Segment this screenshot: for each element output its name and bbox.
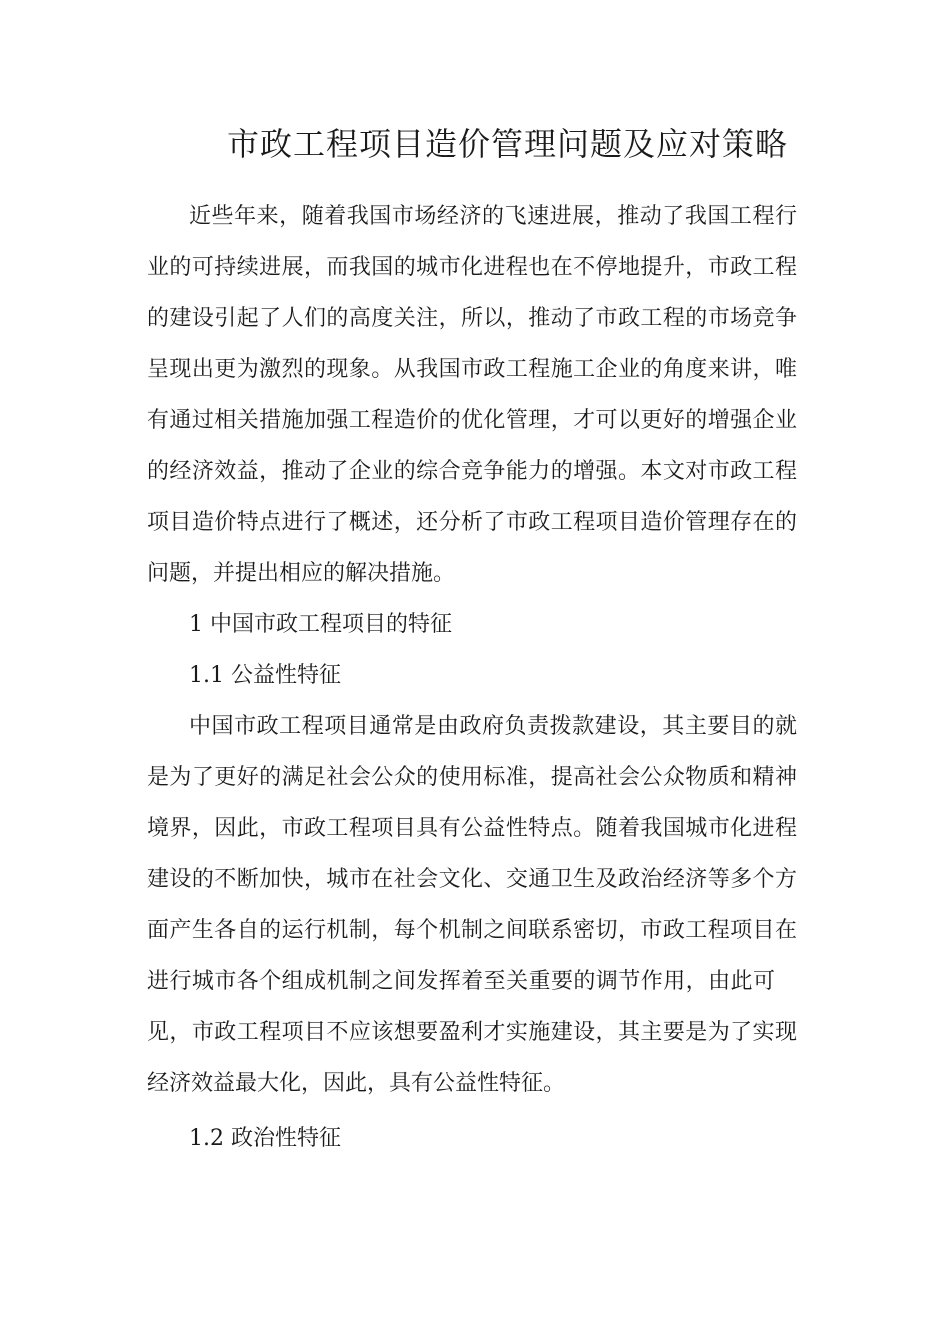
section-1-1-line: 建设的不断加快，城市在社会文化、交通卫生及政治经济等多个方	[147, 867, 797, 892]
section-heading-1: 1 中国市政工程项目的特征	[189, 612, 452, 637]
section-1-1-line: 见，市政工程项目不应该想要盈利才实施建设，其主要是为了实现	[147, 1020, 797, 1045]
section-heading-1-1: 1.1 公益性特征	[189, 663, 341, 688]
intro-line: 近些年来，随着我国市场经济的飞速进展，推动了我国工程行	[189, 204, 797, 229]
section-1-1-line: 面产生各自的运行机制，每个机制之间联系密切，市政工程项目在	[147, 918, 797, 943]
intro-line: 的建设引起了人们的高度关注，所以，推动了市政工程的市场竞争	[147, 306, 797, 331]
section-1-1-line: 经济效益最大化，因此，具有公益性特征。	[147, 1071, 566, 1096]
intro-line: 的经济效益，推动了企业的综合竞争能力的增强。本文对市政工程	[147, 459, 797, 484]
intro-line: 呈现出更为激烈的现象。从我国市政工程施工企业的角度来讲，唯	[147, 357, 797, 382]
document-title: 市政工程项目造价管理问题及应对策略	[227, 125, 789, 163]
section-heading-1-2: 1.2 政治性特征	[189, 1126, 341, 1151]
intro-line: 问题，并提出相应的解决措施。	[147, 561, 456, 586]
section-1-1-line: 中国市政工程项目通常是由政府负责拨款建设，其主要目的就	[189, 714, 797, 739]
section-1-1-line: 进行城市各个组成机制之间发挥着至关重要的调节作用，由此可	[147, 969, 775, 994]
intro-line: 有通过相关措施加强工程造价的优化管理，才可以更好的增强企业	[147, 408, 797, 433]
intro-line: 业的可持续进展，而我国的城市化进程也在不停地提升，市政工程	[147, 255, 797, 280]
section-1-1-line: 境界，因此，市政工程项目具有公益性特点。随着我国城市化进程	[147, 816, 797, 841]
section-1-1-line: 是为了更好的满足社会公众的使用标准，提高社会公众物质和精神	[147, 765, 797, 790]
intro-line: 项目造价特点进行了概述，还分析了市政工程项目造价管理存在的	[147, 510, 797, 535]
